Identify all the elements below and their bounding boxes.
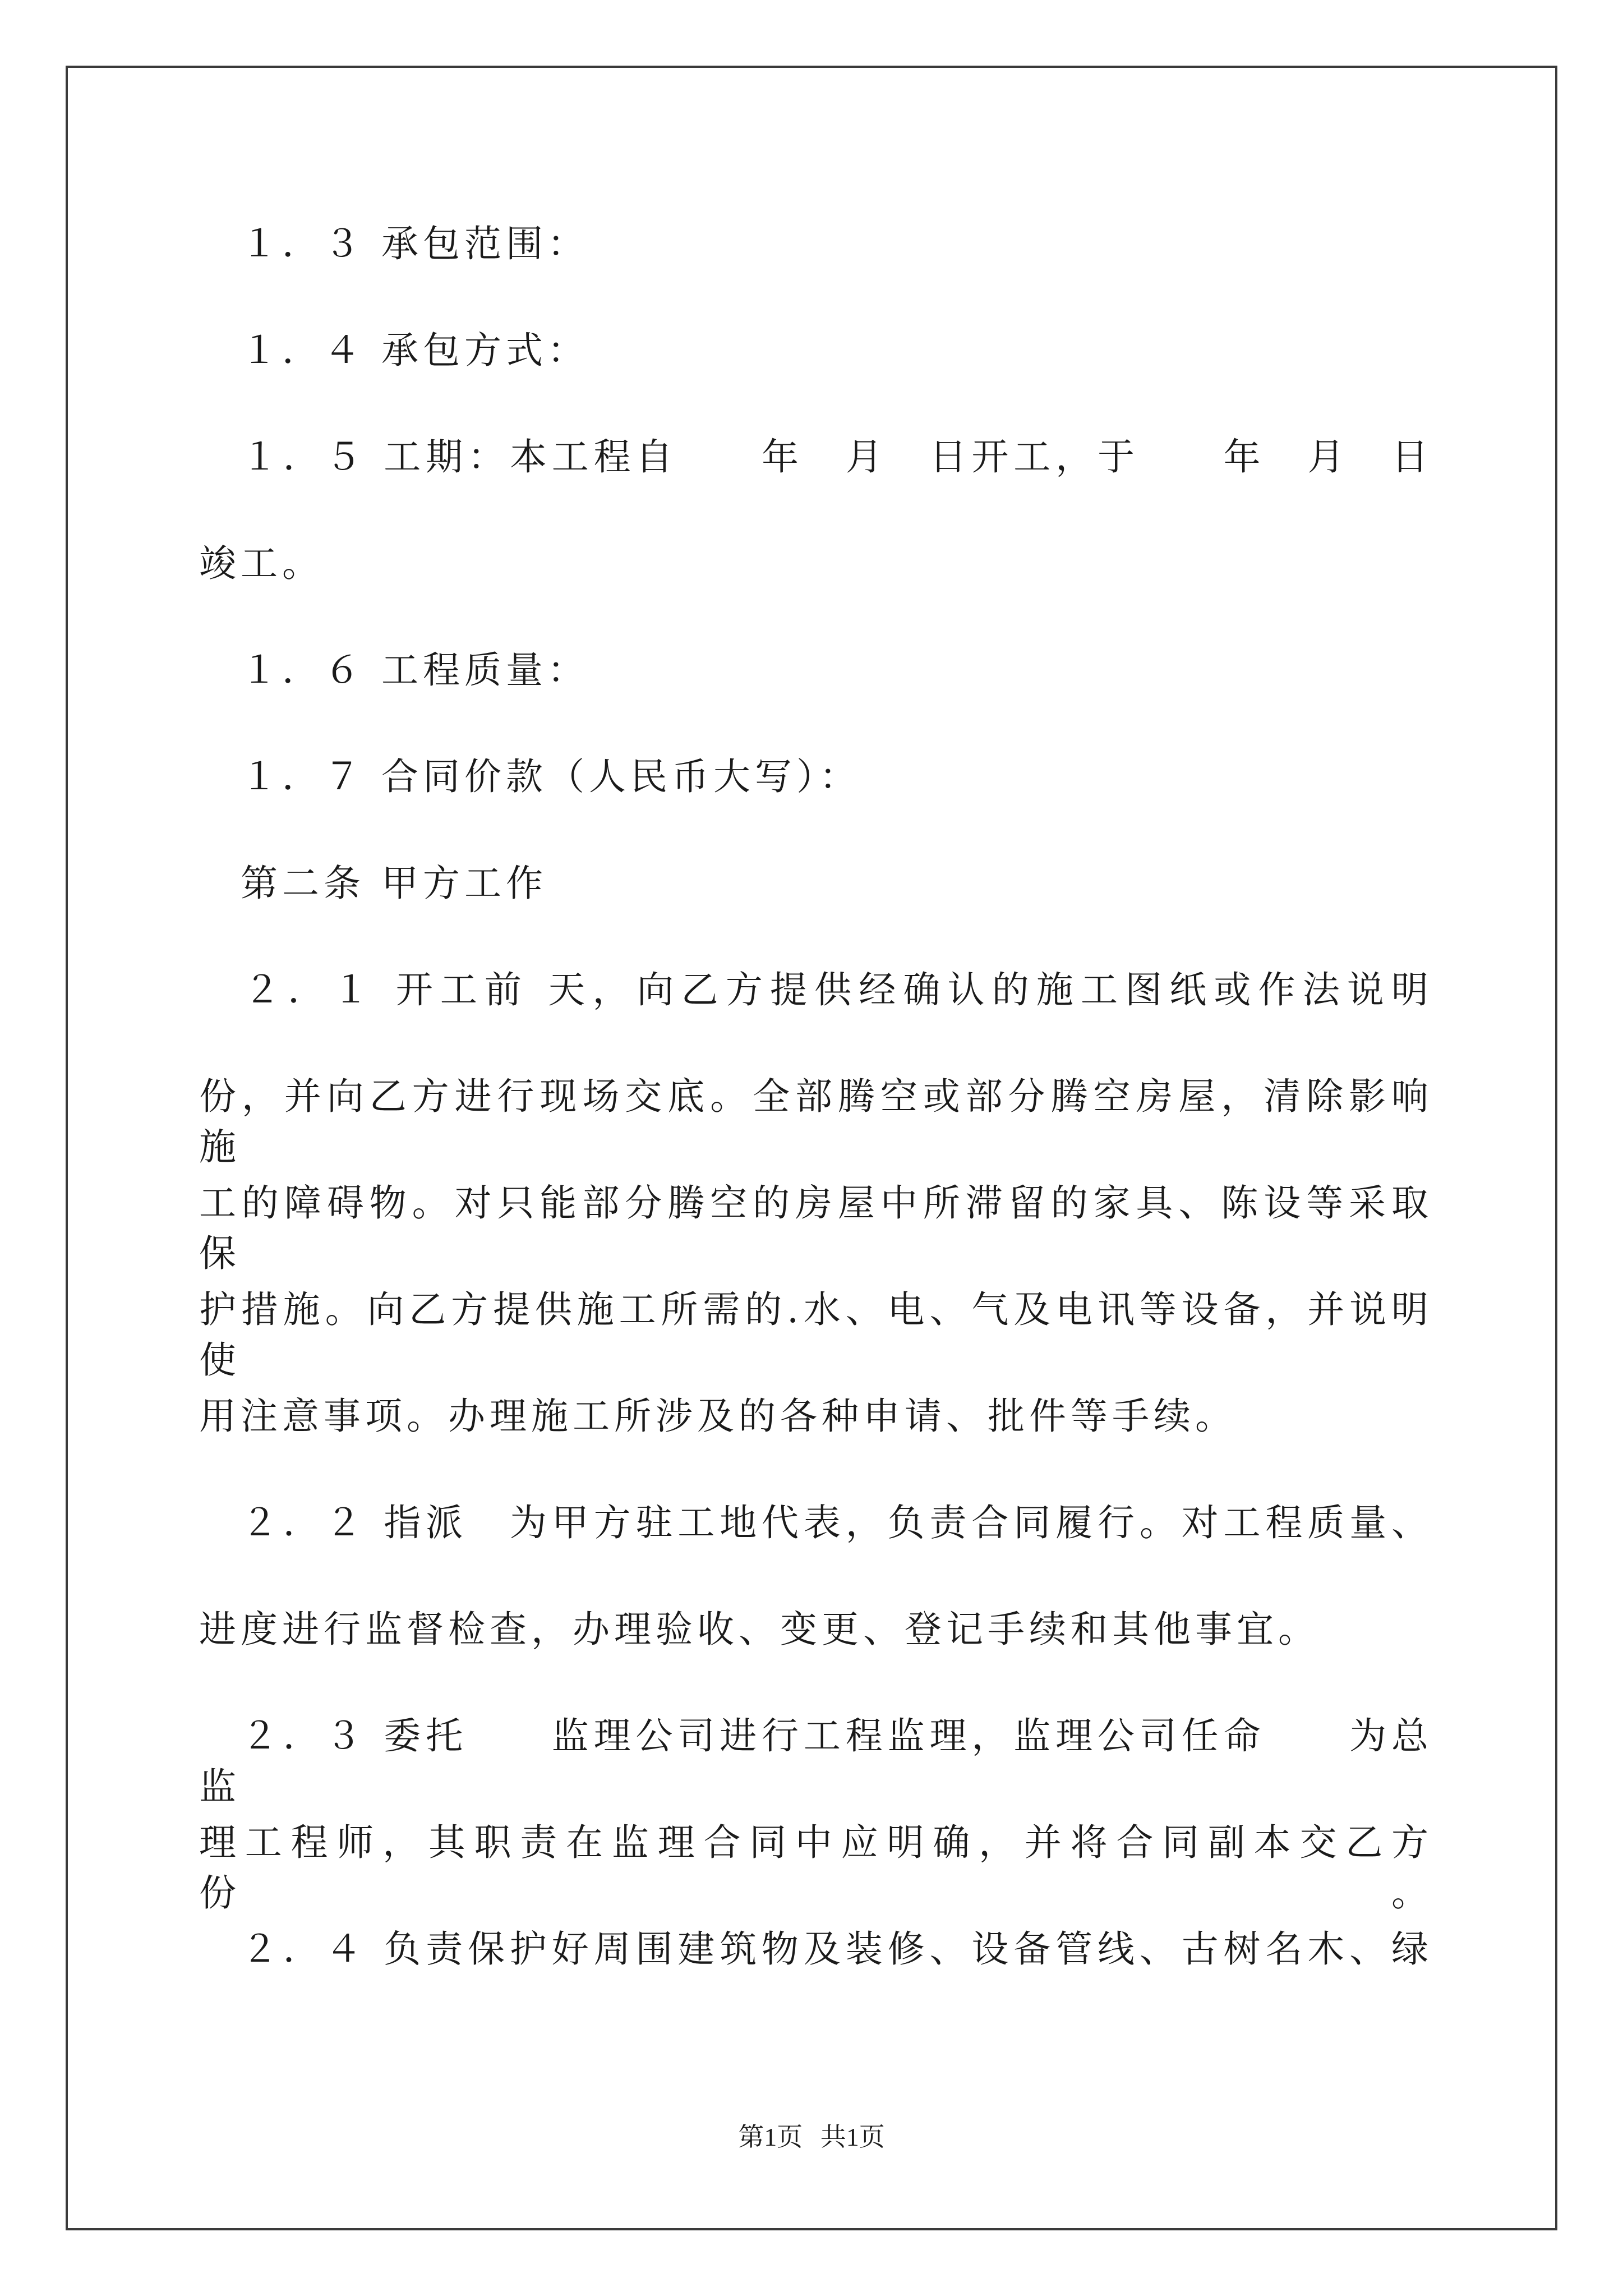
- article-2-heading: 第二条 甲方工作: [199, 862, 547, 905]
- clause-2-1-cont-2: 工的障碍物。对只能部分腾空的房屋中所滞留的家具、陈设等采取保: [199, 1181, 1433, 1275]
- clause-1-4: １．４ 承包方式：: [199, 329, 589, 372]
- clause-2-1-cont-1: 份，并向乙方进行现场交底。全部腾空或部分腾空房屋，清除影响施: [199, 1075, 1433, 1168]
- clause-1-5: １．５ 工期：本工程自 年 月 日开工，于 年 月 日: [199, 435, 1433, 478]
- page-number-total: 共1页: [820, 2123, 885, 2151]
- clause-2-4: ２．４ 负责保护好周围建筑物及装修、设备管线、古树名木、绿: [199, 1927, 1433, 1971]
- clause-2-2-cont: 进度进行监督检查，办理验收、变更、登记手续和其他事宜。: [199, 1608, 1320, 1651]
- clause-1-3: １．３ 承包范围：: [199, 222, 589, 265]
- clause-2-1-cont-4: 用注意事项。办理施工所涉及的各种申请、批件等手续。: [199, 1395, 1237, 1438]
- clause-1-6: １．６ 工程质量：: [199, 648, 589, 692]
- clause-2-1-cont-3: 护措施。向乙方提供施工所需的.水、电、气及电讯等设备，并说明使: [199, 1288, 1433, 1382]
- clause-2-1: ２．１ 开工前 天，向乙方提供经确认的施工图纸或作法说明: [199, 968, 1433, 1011]
- clause-2-3-cont: 理工程师，其职责在监理合同中应明确，并将合同副本交乙方 份。: [199, 1821, 1474, 1915]
- clause-1-5-cont: 竣工。: [199, 542, 324, 585]
- clause-1-7: １．７ 合同价款（人民币大写）：: [199, 755, 861, 798]
- page-footer: [0, 2120, 1623, 2154]
- clause-2-2: ２．２ 指派 为甲方驻工地代表，负责合同履行。对工程质量、: [199, 1501, 1433, 1544]
- clause-2-3: ２．３ 委托 监理公司进行工程监理，监理公司任命 为总监: [199, 1714, 1433, 1808]
- page-number-current: 第1页: [738, 2123, 803, 2151]
